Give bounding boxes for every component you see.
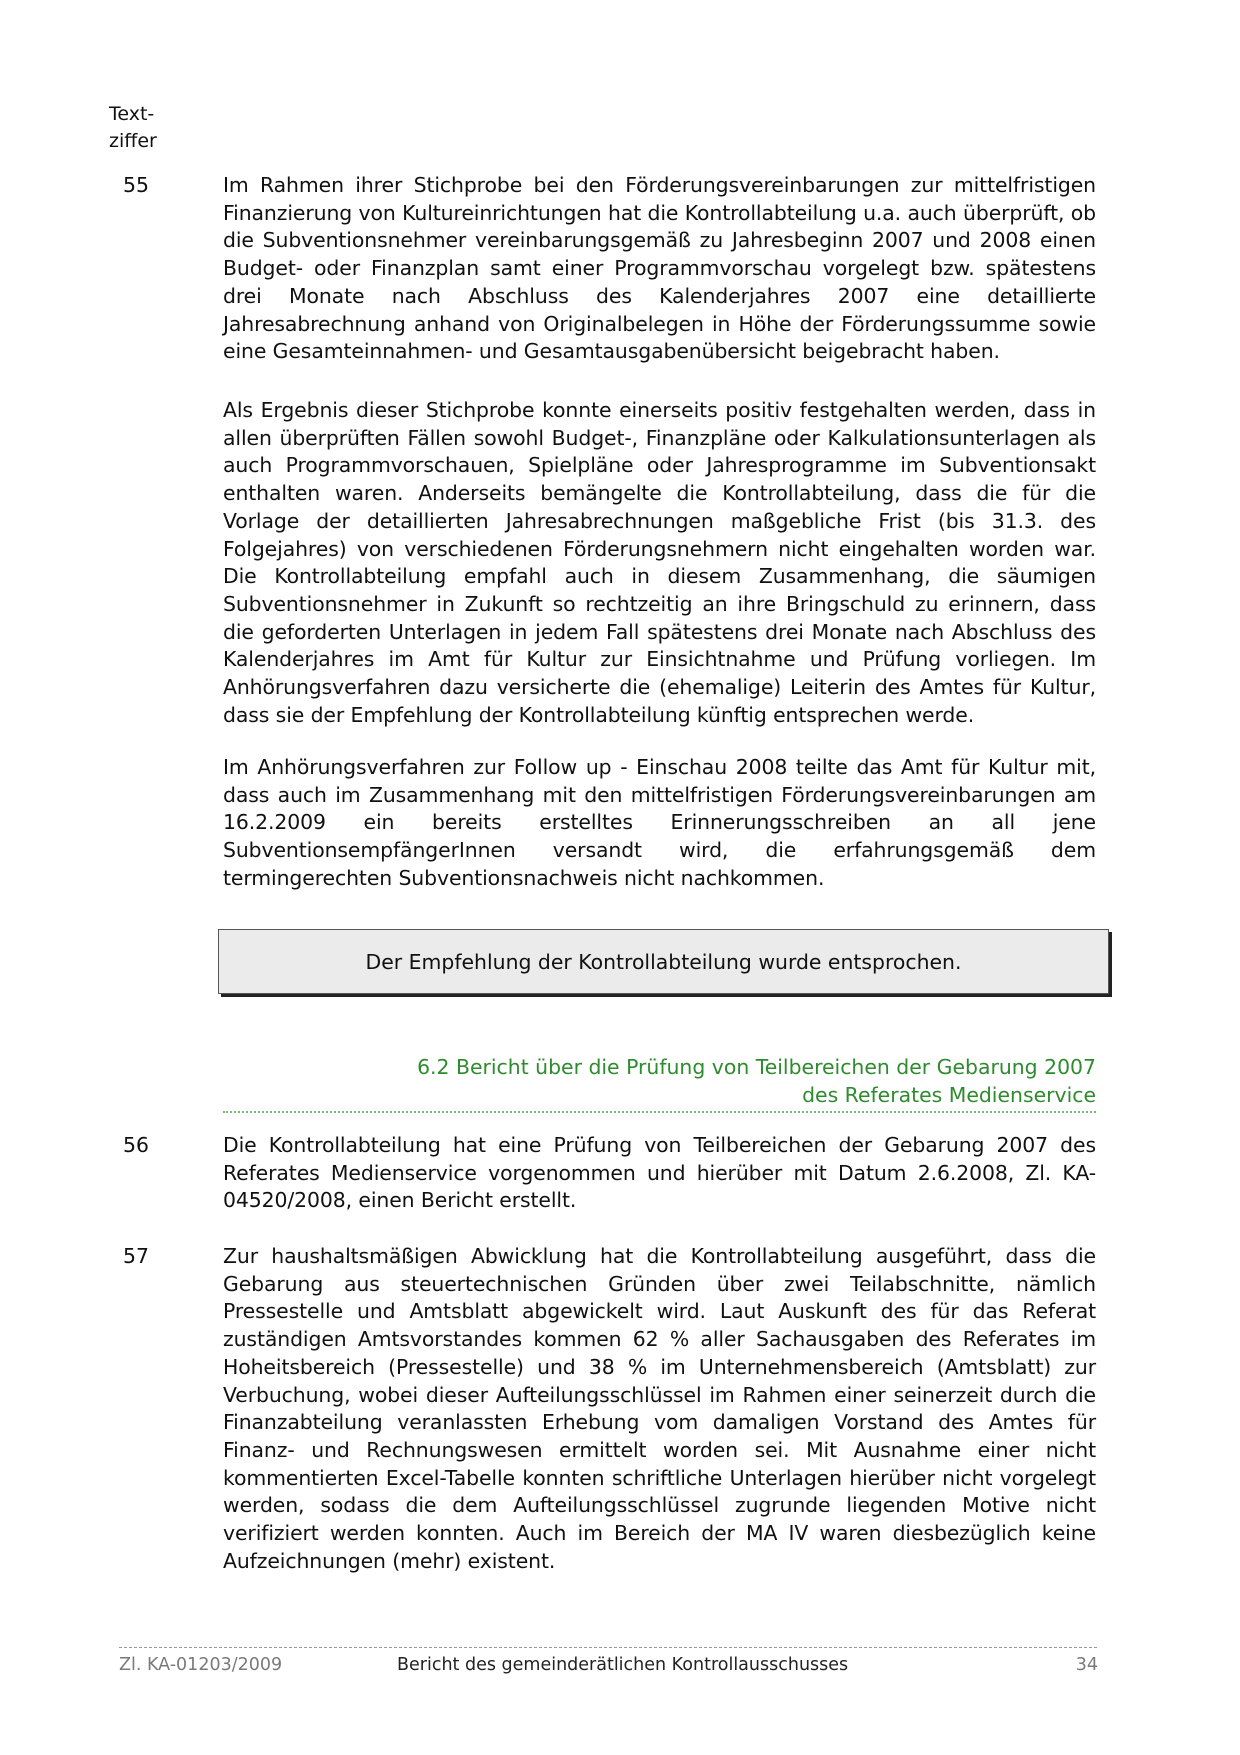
section-heading-line-1: 6.2 Bericht über die Prüfung von Teilbereichen der Gebarung 2007 xyxy=(417,1055,1096,1079)
paragraph-56-1: Die Kontrollabteilung hat eine Prüfung von Teilbereichen der Gebarung 2007 des Referates Medienservice vorgenommen und hierüber mit Datum 2.6.2008, Zl. KA-04520/2008, einen Bericht erstellt. xyxy=(223,1133,1096,1213)
section-number-55: 55 xyxy=(123,173,149,197)
paragraph-55-3: Im Anhörungsverfahren zur Follow up - Einschau 2008 teilte das Amt für Kultur mit, dass auch im Zusammenhang mit den mittelfristigen Förderungsvereinbarungen am 16.2.2009 ein bereits erstelltes Erinnerungsschreiben an all jene SubventionsempfängerInnen versandt wird, die erfahrungsgemäß dem termingerechten Subventionsnachweis nicht nachkommen. xyxy=(223,755,1096,890)
section-number-56: 56 xyxy=(123,1133,149,1157)
margin-label-textziffer: Text- ziffer xyxy=(109,103,157,152)
footer-reference: Zl. KA-01203/2009 xyxy=(119,1655,283,1675)
heading-divider xyxy=(223,1111,1096,1113)
footer-divider xyxy=(119,1647,1097,1648)
section-heading-line-2: des Referates Medienservice xyxy=(802,1083,1096,1107)
recommendation-status-box xyxy=(218,929,1109,994)
recommendation-status-text: Der Empfehlung der Kontrollabteilung wurde entsprochen. xyxy=(365,949,962,974)
section-number-57: 57 xyxy=(123,1244,149,1268)
footer-title: Bericht des gemeinderätlichen Kontrollausschusses xyxy=(397,1655,849,1675)
paragraph-57-1: Zur haushaltsmäßigen Abwicklung hat die Kontrollabteilung ausgeführt, dass die Gebarung aus steuertechnischen Gründen über zwei Teilabschnitte, nämlich Pressestelle und Amtsblatt abgewickelt wird. Laut Auskunft des für das Referat zuständigen Amtsvorstandes kommen 62 % aller Sachausgaben des Referates im Hoheitsbereich (Pressestelle) und 38 % im Unternehmensbereich (Amtsblatt) zur Verbuchung, wobei dieser Aufteilungsschlüssel im Rahmen einer seinerzeit durch die Finanzabteilung veranlassten Erhebung vom damaligen Vorstand des Amtes für Finanz- und Rechnungswesen ermittelt worden sei. Mit Ausnahme einer nicht kommentierten Excel-Tabelle konnten schriftliche Unterlagen hierüber nicht vorgelegt werden, sodass die dem Aufteilungsschlüssel zugrunde liegenden Motive nicht verifiziert werden konnten. Auch im Bereich der MA IV waren diesbezüglich keine Aufzeichnungen (mehr) existent. xyxy=(223,1244,1096,1573)
page-number: 34 xyxy=(1075,1655,1098,1675)
paragraph-55-1: Im Rahmen ihrer Stichprobe bei den Förderungsvereinbarungen zur mittelfristigen Finanzierung von Kultureinrichtungen hat die Kontrollabteilung u.a. auch überprüft, ob die Subventionsnehmer vereinbarungsgemäß zu Jahresbeginn 2007 und 2008 einen Budget- oder Finanzplan samt einer Programmvorschau vorgelegt bzw. spätestens drei Monate nach Abschluss des Kalenderjahres 2007 eine detaillierte Jahresabrechnung anhand von Originalbelegen in Höhe der Förderungssumme sowie eine Gesamteinnahmen- und Gesamtausgabenübersicht beigebracht haben. xyxy=(223,173,1096,364)
paragraph-55-2: Als Ergebnis dieser Stichprobe konnte einerseits positiv festgehalten werden, dass in allen überprüften Fällen sowohl Budget-, Finanzpläne oder Kalkulationsunterlagen als auch Programmvorschauen, Spielpläne oder Jahresprogramme im Subventionsakt enthalten waren. Anderseits bemängelte die Kontrollabteilung, dass die für die Vorlage der detaillierten Jahresabrechnungen maßgebliche Frist (bis 31.3. des Folgejahres) von verschiedenen Förderungsnehmern nicht eingehalten worden war. Die Kontrollabteilung empfahl auch in diesem Zusammenhang, die säumigen Subventionsnehmer in Zukunft so rechtzeitig an ihre Bringschuld zu erinnern, dass die geforderten Unterlagen in jedem Fall spätestens drei Monate nach Abschluss des Kalenderjahres im Amt für Kultur zur Einsichtnahme und Prüfung vorliegen. Im Anhörungsverfahren dazu versicherte die (ehemalige) Leiterin des Amtes für Kultur, dass sie der Empfehlung der Kontrollabteilung künftig entsprechen werde. xyxy=(223,398,1096,727)
section-heading-6-2 xyxy=(223,1053,1096,1109)
